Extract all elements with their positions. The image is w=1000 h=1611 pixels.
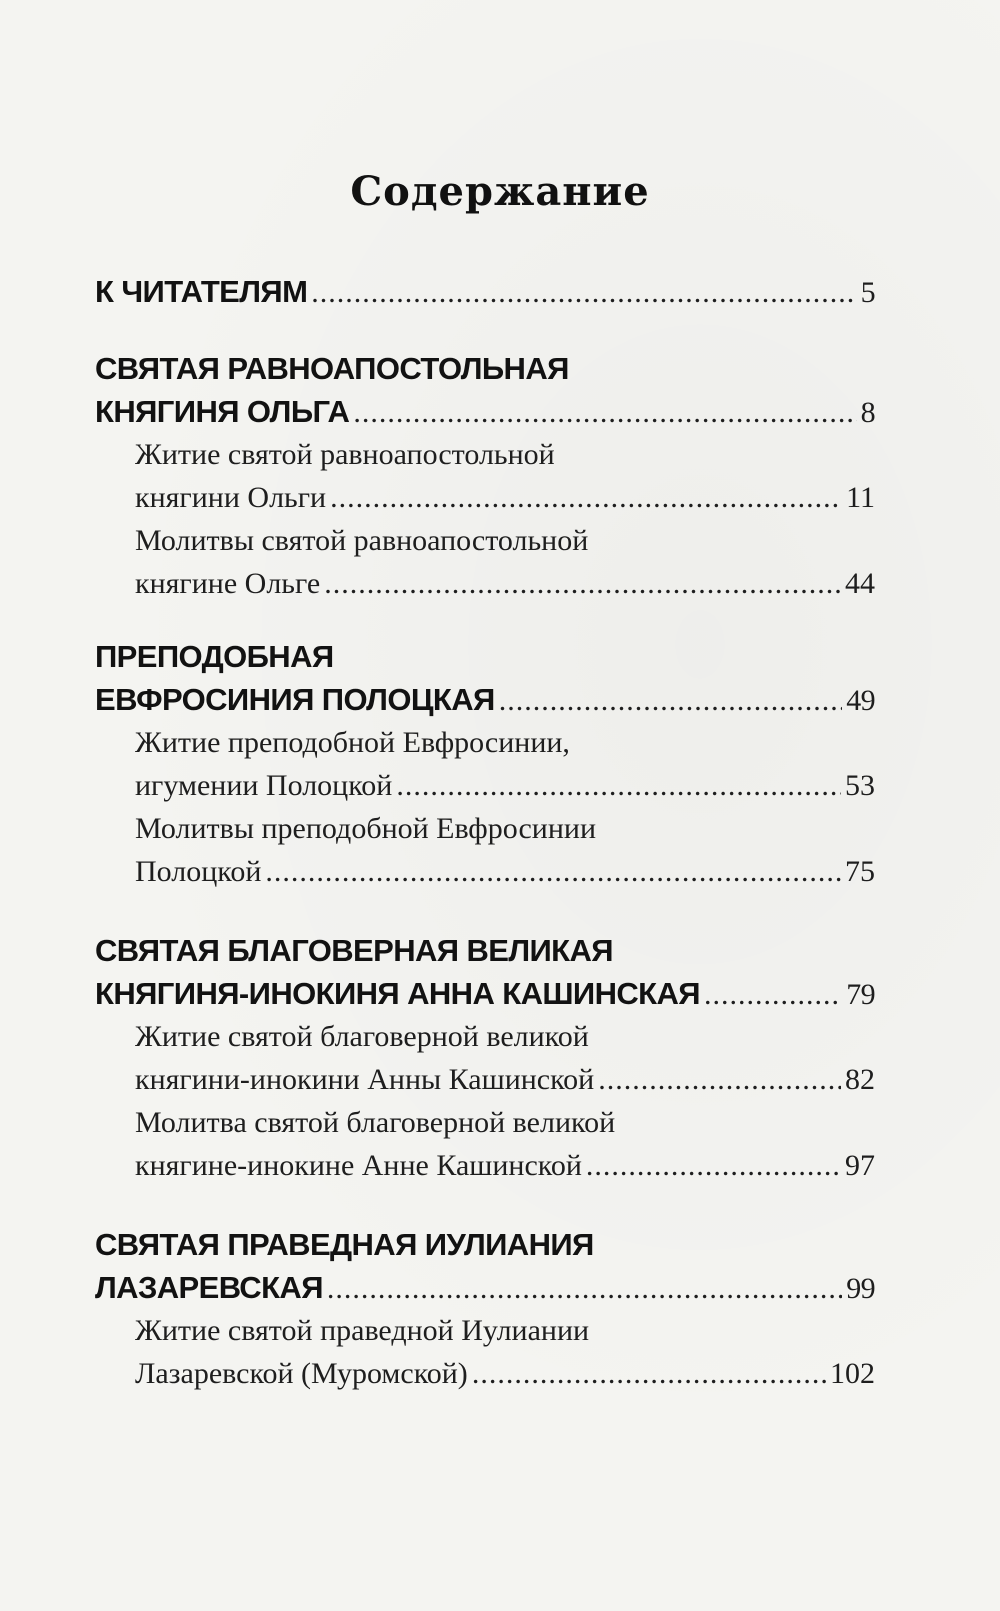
- dot-leader: [472, 1352, 826, 1395]
- dot-leader: [598, 1058, 841, 1101]
- dot-leader: [265, 850, 841, 893]
- toc-subentry-line[interactable]: [95, 519, 875, 562]
- toc-section-heading-line[interactable]: [95, 678, 875, 721]
- toc-subentry-title: Житие святой благоверной великой: [135, 1020, 589, 1053]
- toc-subentry-line[interactable]: [95, 433, 875, 476]
- toc-entry-title: СВЯТАЯ РАВНОАПОСТОЛЬНАЯ: [95, 351, 569, 386]
- toc-subentry-title: Лазаревской (Муромской): [135, 1357, 468, 1390]
- toc-subentry-title: игумении Полоцкой: [135, 769, 393, 802]
- toc-entry-title: СВЯТАЯ БЛАГОВЕРНАЯ ВЕЛИКАЯ: [95, 933, 613, 968]
- toc-subentry-line[interactable]: [95, 764, 875, 807]
- toc-subentry-title: Молитвы святой равноапостольной: [135, 524, 589, 557]
- toc-section-readers: [95, 270, 875, 313]
- toc-entry-title: ЕВФРОСИНИЯ ПОЛОЦКАЯ: [95, 682, 495, 717]
- toc-subentry-line[interactable]: [95, 1352, 875, 1395]
- toc-page-number: 11: [846, 481, 875, 514]
- toc-subentry-line[interactable]: [95, 476, 875, 519]
- toc-subentry-line[interactable]: [95, 1058, 875, 1101]
- toc-subentry-title: Житие святой равноапостольной: [135, 438, 555, 471]
- toc-subentry-title: Житие преподобной Евфросинии,: [135, 726, 570, 759]
- toc-section-juliana: [95, 1223, 875, 1395]
- dot-leader: [396, 764, 841, 807]
- dot-leader: [330, 476, 842, 519]
- toc-section-heading-line[interactable]: [95, 929, 875, 972]
- toc-subentry-title: княгини Ольги: [135, 481, 327, 514]
- toc-subentry-line[interactable]: [95, 1015, 875, 1058]
- toc-subentry-title: княгини-инокини Анны Кашинской: [135, 1063, 595, 1096]
- toc-page-number: 102: [830, 1357, 875, 1390]
- toc-subentry-line[interactable]: [95, 562, 875, 605]
- toc-page-number: 82: [845, 1063, 875, 1096]
- toc-subentry-title: княгине Ольге: [135, 567, 321, 600]
- toc-entry-readers[interactable]: [95, 270, 875, 313]
- toc-section-heading-line[interactable]: [95, 1223, 875, 1266]
- toc-section-heading-line[interactable]: [95, 1266, 875, 1309]
- toc-subentry-title: Житие святой праведной Иулиании: [135, 1314, 590, 1347]
- toc-subentry-line[interactable]: [95, 807, 875, 850]
- toc-subentry-title: Молитва святой благоверной великой: [135, 1106, 616, 1139]
- dot-leader: [499, 679, 843, 722]
- toc-page-number: 53: [845, 769, 875, 802]
- toc-section-heading-line[interactable]: [95, 972, 875, 1015]
- toc-entry-title: КНЯГИНЯ-ИНОКИНЯ АННА КАШИНСКАЯ: [95, 976, 700, 1011]
- toc-page-number: 99: [846, 1272, 875, 1305]
- toc-subentry-title: княгине-инокине Анне Кашинской: [135, 1149, 582, 1182]
- page-title: Содержание: [350, 168, 650, 215]
- toc-section-euphrosyne: [95, 635, 875, 893]
- toc-subentry-line[interactable]: [95, 1144, 875, 1187]
- toc-section-anna: [95, 929, 875, 1187]
- toc-entry-title: СВЯТАЯ ПРАВЕДНАЯ ИУЛИАНИЯ: [95, 1227, 594, 1262]
- dot-leader: [586, 1144, 841, 1187]
- toc-subentry-line[interactable]: [95, 850, 875, 893]
- dot-leader: [327, 1267, 842, 1310]
- dot-leader: [353, 391, 856, 434]
- dot-leader: [311, 271, 856, 314]
- toc-entry-title: КНЯГИНЯ ОЛЬГА: [95, 394, 350, 429]
- toc-entry-title: ЛАЗАРЕВСКАЯ: [95, 1270, 323, 1305]
- toc-subentry-line[interactable]: [95, 721, 875, 764]
- dot-leader: [324, 562, 841, 605]
- toc-page-number: 5: [860, 276, 875, 309]
- toc-page-number: 49: [846, 684, 875, 717]
- toc-subentry-line[interactable]: [95, 1101, 875, 1144]
- toc-page-number: 79: [846, 978, 875, 1011]
- toc-subentry-line[interactable]: [95, 1309, 875, 1352]
- toc-section-heading-line[interactable]: [95, 390, 875, 433]
- toc-entry-title: К ЧИТАТЕЛЯМ: [95, 274, 308, 309]
- toc-section-heading-line[interactable]: [95, 635, 875, 678]
- toc-page-number: 75: [845, 855, 875, 888]
- toc-subentry-title: Молитвы преподобной Евфросинии: [135, 812, 597, 845]
- toc-entry-title: ПРЕПОДОБНАЯ: [95, 639, 334, 674]
- table-of-contents: [95, 270, 875, 1395]
- toc-section-heading-line[interactable]: [95, 347, 875, 390]
- toc-page-number: 44: [845, 567, 875, 600]
- toc-page-number: 8: [860, 396, 875, 429]
- toc-page-number: 97: [845, 1149, 875, 1182]
- dot-leader: [704, 973, 842, 1016]
- toc-section-olga: [95, 347, 875, 605]
- toc-subentry-title: Полоцкой: [135, 855, 262, 888]
